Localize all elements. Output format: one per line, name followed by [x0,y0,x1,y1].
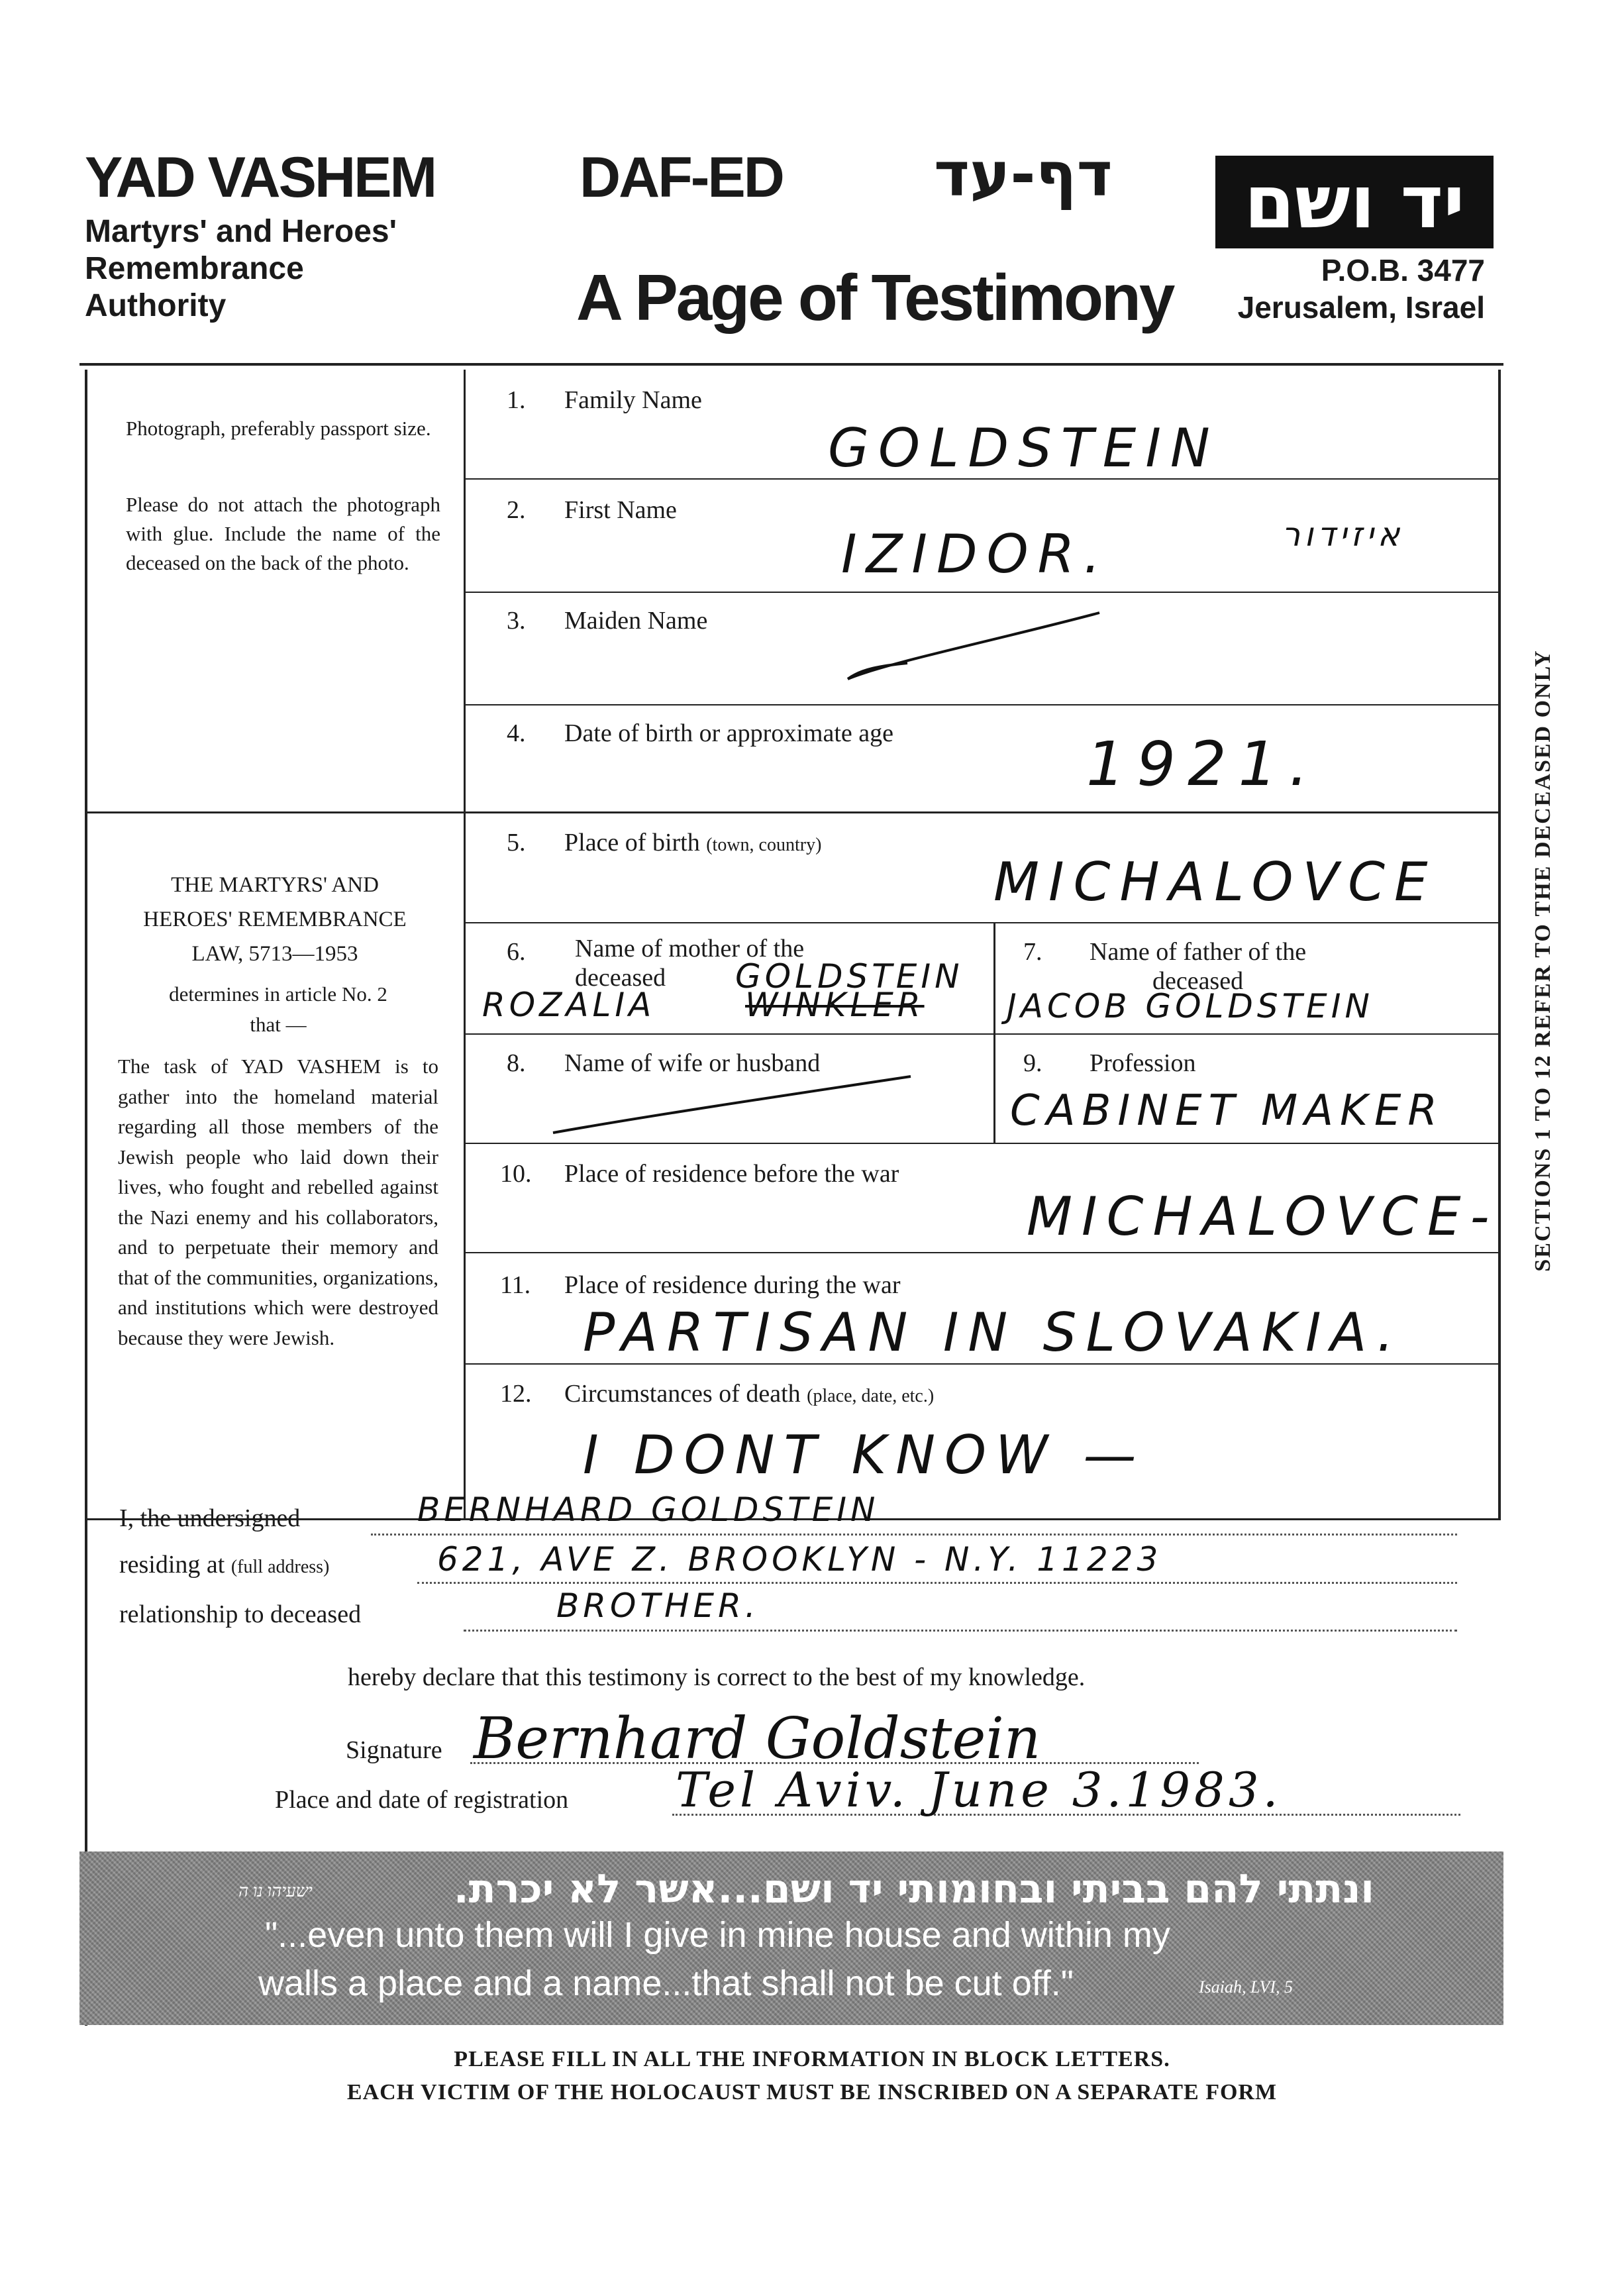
law-body: The task of YAD VASHEM is to gather into the homeland material regarding all those members of the Jewish people who laid down their lives, who fought and rebelled against the Nazi enemy and his collaborators, and to perpetuate their memory and that of the communities, organizations, and institutions which were destroyed because they were Jewish. [118,1055,438,1349]
first-name-value[interactable]: IZIDOR. [841,523,1110,585]
law-title [93,868,457,971]
dash-stroke [835,599,1113,692]
residing-label-hint: (full address) [230,1557,330,1577]
registration-label: Place and date of registration [275,1786,569,1814]
residence-during-label: Place of residence during the war [564,1271,901,1299]
family-name-value[interactable]: GOLDSTEIN [828,417,1219,479]
residing-label-text: residing at [119,1551,225,1579]
father-name-value[interactable]: JACOB GOLDSTEIN [1007,987,1374,1025]
birthplace-label [564,828,821,857]
relationship-label: relationship to deceased [119,1600,362,1628]
spouse-name-label: Name of wife or husband [564,1049,821,1077]
mother-name-label-line: deceased [575,964,666,992]
birth-date-label: Date of birth or approximate age [564,719,893,747]
residence-before-value[interactable]: MICHALOVCE- [1027,1186,1499,1247]
org-subtitle [85,213,397,325]
field-number: 6. [507,938,526,966]
law-title-line: LAW, 5713—1953 [191,942,358,966]
org-subtitle-line: Authority [85,288,227,323]
banner-english-cite: Isaiah, LVI, 5 [1199,1977,1294,1997]
address-block [1238,252,1485,326]
undersigned-line [371,1534,1457,1536]
undersigned-value[interactable]: BERNHARD GOLDSTEIN [417,1490,880,1529]
law-title-line: THE MARTYRS' AND [171,873,379,897]
org-name: YAD VASHEM [85,146,436,209]
death-circumstances-value[interactable]: I DONT KNOW — [583,1424,1146,1486]
field-number: 1. [507,386,526,414]
divider [464,1363,1500,1365]
residing-label [119,1550,329,1579]
pob: P.O.B. 3477 [1321,253,1485,287]
field-number: 4. [507,719,526,747]
birthplace-label-text: Place of birth [564,829,700,857]
daf-ed-title: DAF-ED [580,146,783,209]
relationship-value[interactable]: BROTHER. [556,1587,760,1625]
field-number: 10. [500,1160,532,1188]
right-border [1498,370,1501,1519]
side-note: SECTIONS 1 TO 12 REFER TO THE DECEASED ONLY [1531,649,1555,1272]
death-circumstances-label-hint: (place, date, etc.) [807,1386,935,1406]
top-rule [79,363,1503,366]
profession-value[interactable]: CABINET MAKER [1010,1086,1444,1135]
hebrew-title: דף-עד [934,139,1113,210]
footer-instruction: EACH VICTIM OF THE HOLOCAUST MUST BE INSCRIBED ON A SEPARATE FORM [346,2080,1278,2105]
profession-label: Profession [1090,1049,1196,1077]
birth-date-value[interactable]: 1921. [1086,729,1321,800]
field-number: 7. [1023,938,1042,966]
field-number: 12. [500,1380,532,1408]
death-circumstances-label [564,1379,934,1408]
banner-hebrew: ונתתי להם בביתי ובחומותי יד ושם...אשר לא יכרת. [453,1866,1374,1912]
father-name-label-line: deceased [1152,967,1244,995]
residing-line [417,1582,1457,1584]
footer-instruction: PLEASE FILL IN ALL THE INFORMATION IN BLOCK LETTERS. [454,2047,1170,2071]
divider [464,1033,1500,1035]
first-name-hebrew-value[interactable]: איזידור [1282,515,1404,554]
maiden-name-label: Maiden Name [564,607,708,635]
mother-surname-struck[interactable]: WINKLER [745,986,925,1024]
city: Jerusalem, Israel [1237,290,1485,325]
first-name-label: First Name [564,496,677,524]
declaration-text: hereby declare that this testimony is correct to the best of my knowledge. [348,1663,1086,1691]
family-name-label: Family Name [564,386,702,414]
page-title: A Page of Testimony [576,261,1174,334]
divider [464,1143,1500,1144]
divider [464,811,1500,813]
field-number: 8. [507,1049,526,1077]
field-number: 3. [507,607,526,635]
dash-stroke [546,1070,917,1143]
residence-before-label: Place of residence before the war [564,1160,899,1188]
subcolumn-divider [993,922,995,1143]
banner-english-line: walls a place and a name...that shall not be cut off." [258,1963,1074,2003]
divider [464,704,1500,705]
photo-instructions: Please do not attach the photograph with glue. Include the name of the deceased on the back of the photo. [126,493,440,574]
undersigned-label: I, the undersigned [119,1504,301,1532]
birthplace-value[interactable]: MICHALOVCE [993,851,1437,913]
mother-name-label-line: Name of mother of the [575,935,805,963]
death-circumstances-label-text: Circumstances of death [564,1380,801,1408]
field-number: 2. [507,496,526,524]
law-intro-line: determines in article No. 2 [169,982,387,1006]
relationship-line [464,1630,1457,1632]
father-name-label-line: Name of father of the [1090,938,1307,966]
photo-caption: Photograph, preferably passport size. [126,417,431,440]
left-panel-divider [85,811,466,813]
quotation-banner [79,1851,1503,2025]
yad-vashem-logo: יד ושם [1215,156,1494,248]
mother-maiden-correction[interactable]: GOLDSTEIN [735,957,964,996]
law-title-line: HEROES' REMEMBRANCE [143,908,407,931]
birthplace-label-hint: (town, country) [706,835,822,855]
signature-label: Signature [346,1736,442,1764]
org-subtitle-line: Remembrance [85,251,304,286]
banner-english-line: "...even unto them will I give in mine house and within my [265,1915,1170,1955]
divider [464,592,1500,593]
law-intro [116,979,440,1040]
field-number: 5. [507,829,526,857]
banner-hebrew-cite: ישעיהו נו ה [238,1881,313,1901]
mother-first-name[interactable]: ROZALIA [482,986,656,1024]
left-border [85,370,87,2026]
registration-value[interactable]: Tel Aviv. June 3.1983. [676,1762,1282,1818]
field-number: 9. [1023,1049,1042,1077]
signature-value[interactable]: Bernhard Goldstein [474,1706,1041,1772]
divider [464,922,1500,923]
divider [464,1252,1500,1253]
residence-during-value[interactable]: PARTISAN IN SLOVAKIA. [583,1302,1403,1363]
law-intro-line: that — [250,1013,307,1036]
field-number: 11. [500,1271,531,1299]
column-divider [464,370,466,1519]
residing-value[interactable]: 621, AVE Z. BROOKLYN - N.Y. 11223 [437,1540,1162,1579]
org-subtitle-line: Martyrs' and Heroes' [85,214,397,249]
